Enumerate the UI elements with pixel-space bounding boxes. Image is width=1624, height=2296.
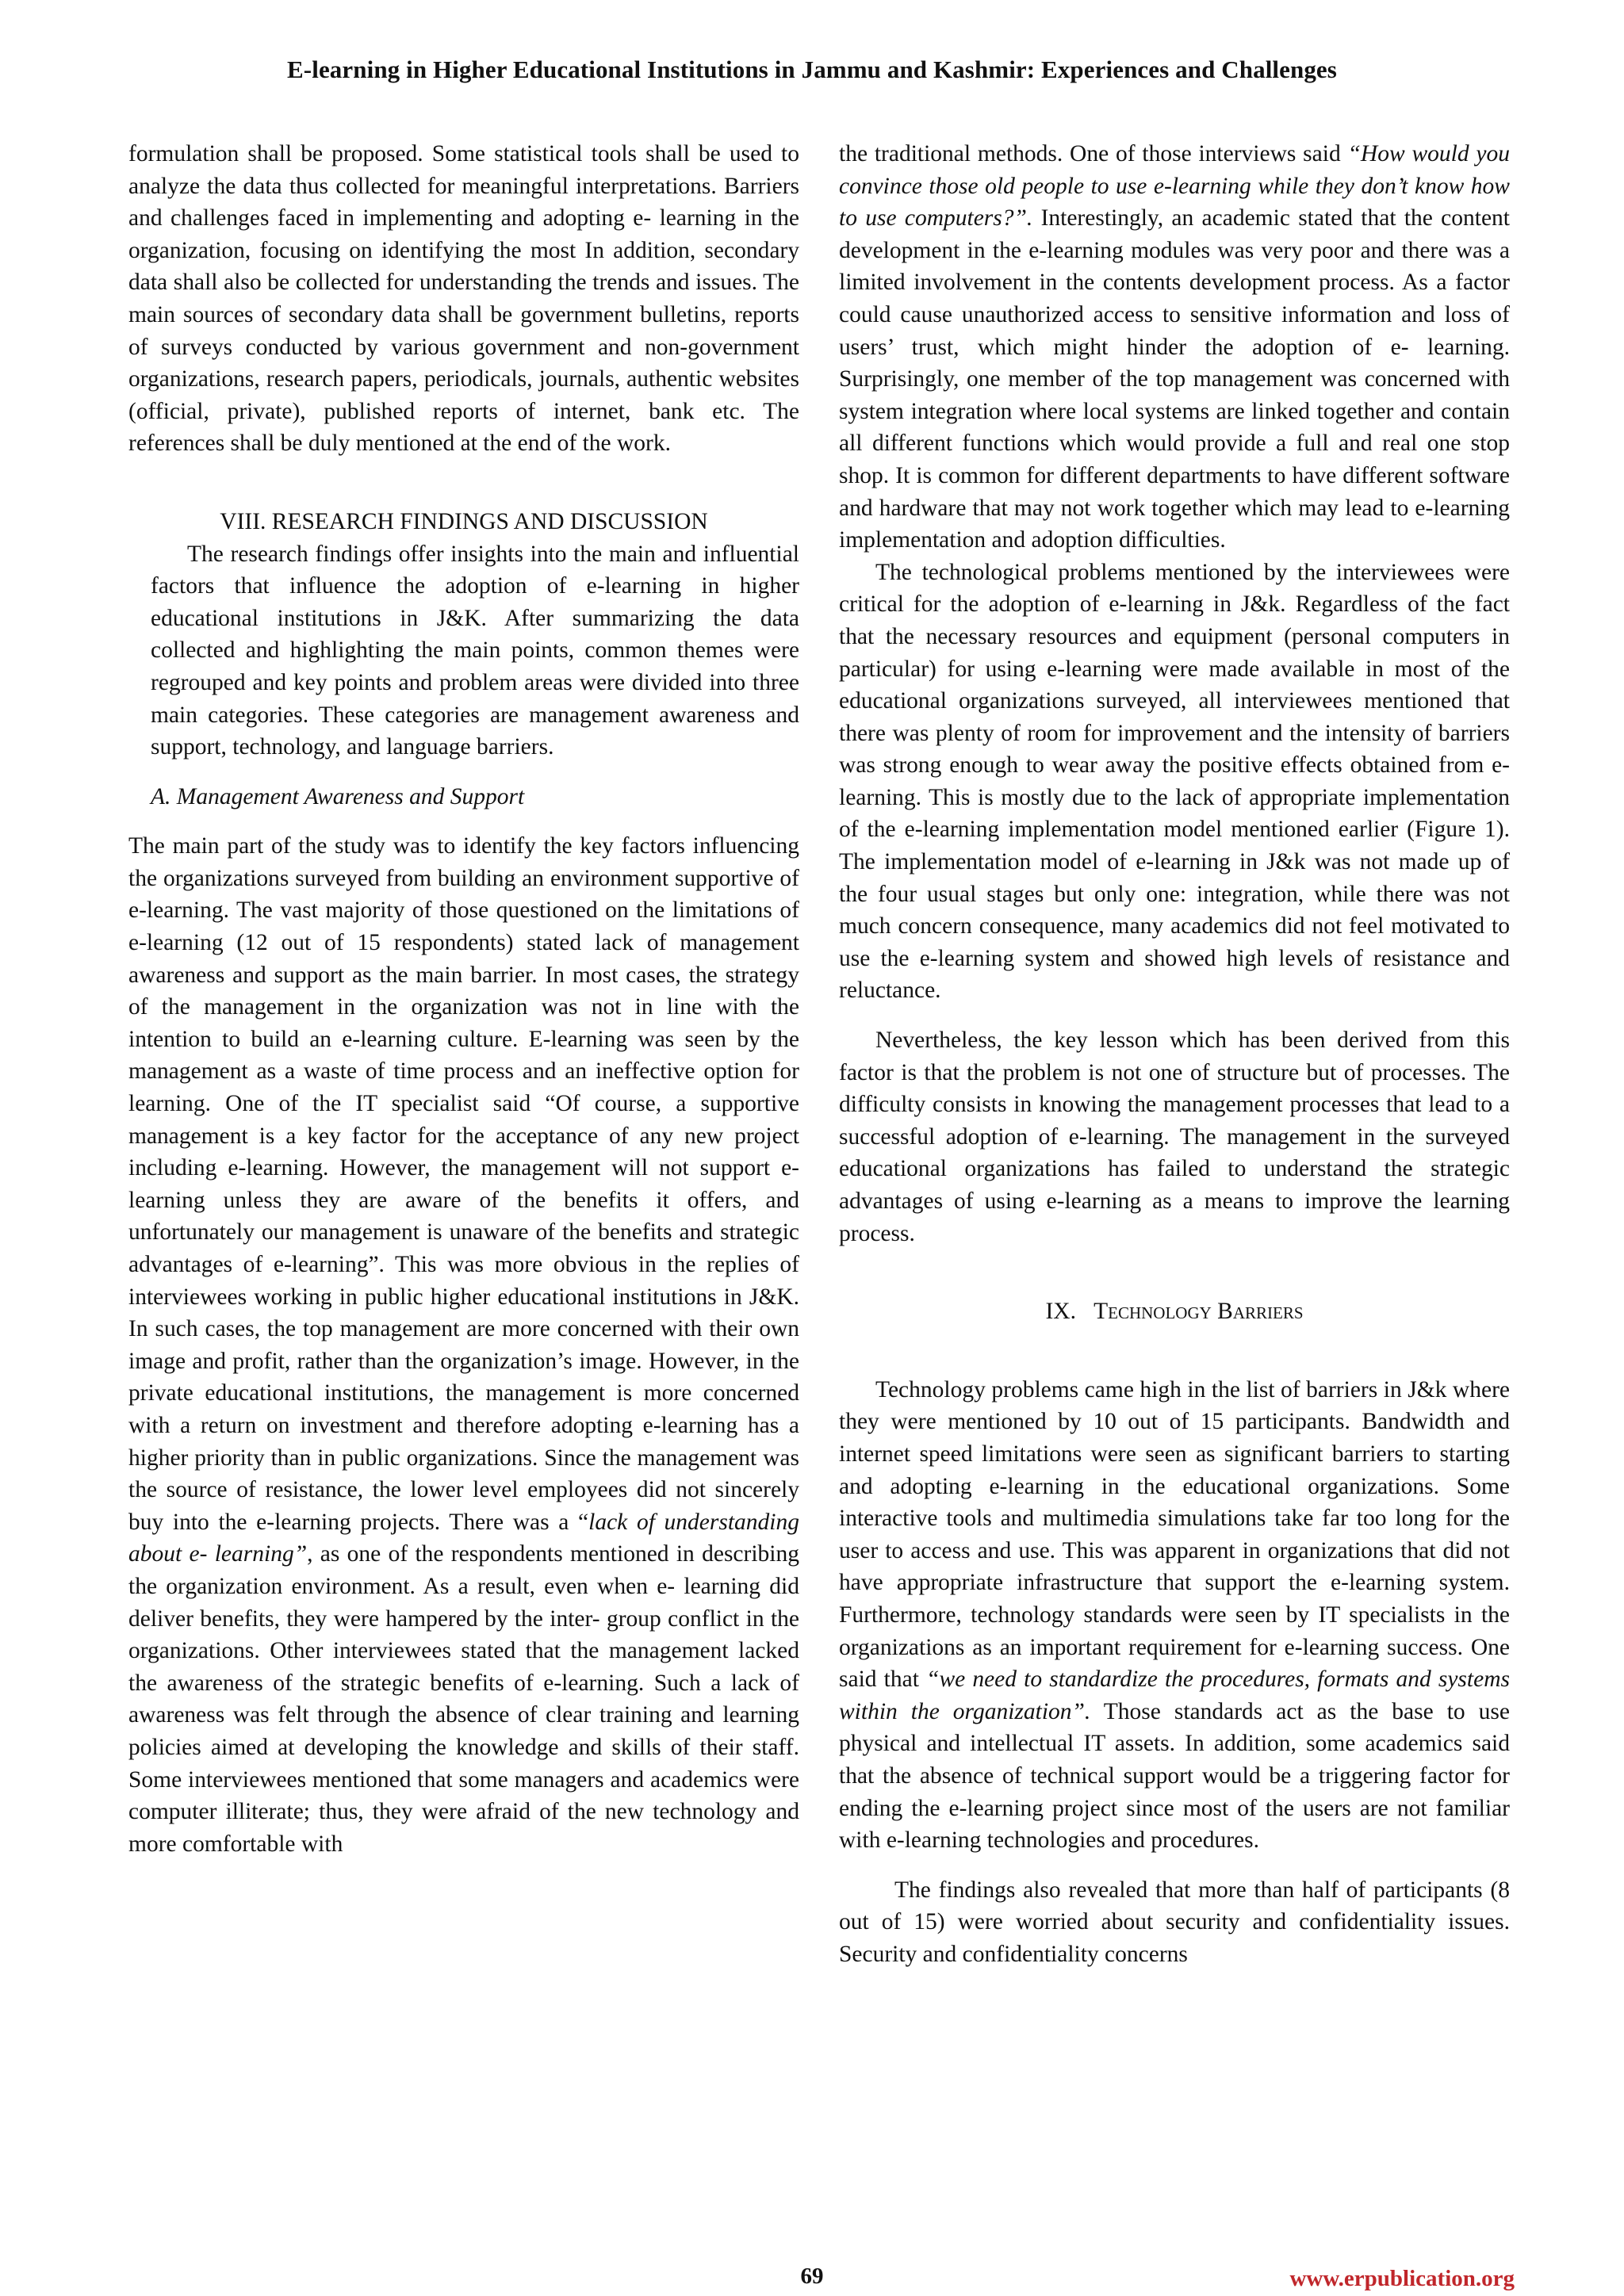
paragraph-technology-barriers <box>839 1374 1510 1857</box>
section-heading-research-findings: VIII. RESEARCH FINDINGS AND DISCUSSION <box>220 508 708 534</box>
respondent-quote: lack of understanding about e- learning” <box>128 1509 799 1567</box>
standards-quote: “we need to standardize the procedures, formats and systems within the organization”. <box>839 1667 1510 1724</box>
right-column <box>839 138 1510 1970</box>
section-number: IX. <box>1045 1299 1076 1325</box>
management-text-part-2: , as one of the respondents mentioned in describing the organization environment. As a result, even when e- learning did deliver benefits, they were hampered by the inter- group conflict in the organizations. Other interviewees stated that the management lacked the awareness of the strategic benefits of e-learning. Such a lack of awareness was felt through the absence of clear training and learning policies aimed at developing the knowledge and skills of their staff. Some interviewees mentioned that some managers and academics were computer illiterate; thus, they were afraid of the new technology and more comfortable with <box>128 1541 799 1857</box>
paragraph-findings-intro: The research findings offer insights into the main and influential factors that influence the adoption of e-learning in higher educational institutions in J&K. After summarizing the data collected and highlighting the main points, common themes were regrouped and key points and problem areas were divided into three main categories. These categories are management awareness and support, technology, and language barriers. <box>151 541 799 760</box>
technology-text-part-1: Technology problems came high in the list of barriers in J&k where they were mentioned by 10 out of 15 participants. Bandwidth and internet speed limitations were seen as significant barriers to starting and adopting e-learning in the educational organizations. Some interactive tools and multimedia simulations take far too long for the user to access and use. This was apparent in organizations that did not have appropriate infrastructure that support the e-learning system. Furthermore, technology standards were seen by IT specialists in the organizations as an important requirement for e-learning success. One said that <box>839 1376 1510 1693</box>
traditional-text-part-2: Interestingly, an academic stated that the content development in the e-learning modules was very poor and there was a limited involvement in the contents development process. As a factor could cause unauthorized access to sensitive information and loss of users’ trust, which might hinder the adoption of e- learning. Surprisingly, one member of the top management was concerned with system integration where local systems are linked together and contain all different functions which would provide a full and real one stop shop. It is common for different departments to have different software and hardware that may not work together which may lead to e-learning implementation and adoption difficulties. <box>839 205 1510 553</box>
paragraph-key-lesson: Nevertheless, the key lesson which has been derived from this factor is that the problem is not one of structure but of processes. The difficulty consists in knowing the management processes that lead to a successful adoption of e-learning. The management in the surveyed educational organizations has failed to understand the strategic advantages of using e-learning as a means to improve the learning process. <box>839 1027 1510 1246</box>
running-title: E-learning in Higher Educational Institutions in Jammu and Kashmir: Experiences and Challenges <box>287 55 1337 83</box>
management-text-part-1: The main part of the study was to identify the key factors influencing the organizations surveyed from building an environment supportive of e-learning. The vast majority of those questioned on the limitations of e-learning (12 out of 15 respondents) stated lack of management awareness and support as the main barrier. In most cases, the strategy of the management in the organization was not in line with the intention to build an e-learning culture. E-learning was seen by the management as a waste of time process and an ineffective option for learning. One of the IT specialist said “Of course, a supportive management is a key factor for the acceptance of any new project including e-learning. However, the management will not support e-learning unless they are aware of the benefits it offers, and unfortunately our management is unaware of the benefits and strategic advantages of e-learning”. This was more obvious in the replies of interviewees working in public higher educational institutions in J&K. In such cases, the top management are more concerned with their own image and profit, rather than the organization’s image. However, in the private educational institutions, the management is more concerned with a return on investment and therefore adopting e-learning has a higher priority than in public organizations. Since the management was the source of resistance, the lower level employees did not sincerely buy into the e-learning projects. There was a “ <box>128 833 799 1535</box>
subsection-heading-management: A. Management Awareness and Support <box>151 783 525 809</box>
paragraph-traditional-methods <box>839 138 1510 557</box>
paragraph-management-support <box>128 830 799 1860</box>
paragraph-methodology: formulation shall be proposed. Some statistical tools shall be used to analyze the data thus collected for meaningful interpretations. Barriers and challenges faced in implementing and adopting e- learning in the organization, focusing on identifying the most In addition, secondary data shall also be collected for understanding the trends and issues. The main sources of secondary data shall be government bulletins, reports of surveys conducted by various government and non-government organizations, research papers, periodicals, journals, authentic websites (official, private), published reports of internet, bank etc. The references shall be duly mentioned at the end of the work. <box>128 141 799 457</box>
paragraph-technological-problems: The technological problems mentioned by the interviewees were critical for the adoption of e-learning in J&k. Regardless of the fact that the necessary resources and equipment (personal computers in particular) for using e-learning were made available in most of the educational organizations surveyed, all interviewees mentioned that there was plenty of room for improvement and the intensity of barriers was strong enough to wear away the positive effects obtained from e-learning. This is mostly due to the lack of appropriate implementation of the e-learning implementation model mentioned earlier (Figure 1). The implementation model of e-learning in J&k was not made up of the four usual stages but only one: integration, while there was not much concern consequence, many academics did not feel motivated to use the e-learning system and showed high levels of resistance and reluctance. <box>839 559 1510 1004</box>
publisher-website: www.erpublication.org <box>1289 2266 1515 2291</box>
paragraph-security-concerns: The findings also revealed that more than half of participants (8 out of 15) were worried about security and confidentiality issues. Security and confidentiality concerns <box>839 1877 1510 1967</box>
page-number: 69 <box>800 2263 824 2289</box>
traditional-text-part-1: the traditional methods. One of those interviews said <box>839 141 1348 166</box>
section-title: Technology Barriers <box>1094 1299 1304 1325</box>
technology-text-part-2: Those standards act as the base to use physical and intellectual IT assets. In addition, some academics said that the absence of technical support would be a triggering factor for ending the e-learning project since most of the users are not familiar with e-learning technologies and procedures. <box>839 1698 1510 1854</box>
interview-quote: “How would you convince those old people to use e-learning while they don’t know how to use computers?”. <box>839 141 1510 232</box>
left-column <box>128 138 799 1860</box>
section-heading-technology-barriers <box>839 1295 1510 1328</box>
